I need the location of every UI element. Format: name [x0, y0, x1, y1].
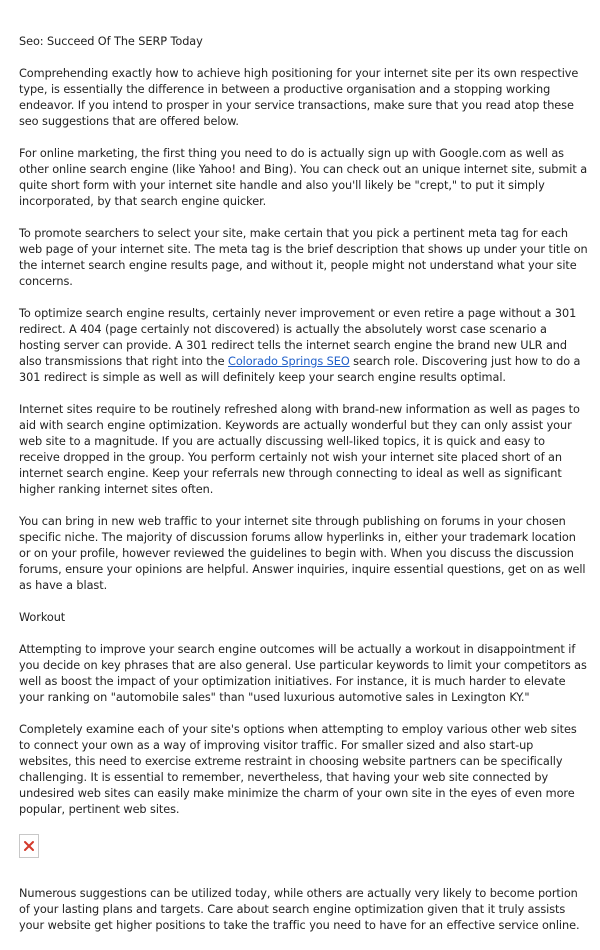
paragraph-refresh: Internet sites require to be routinely refreshed along with brand-new information as well as pages to aid with search engine optimization. Keywords are actually wonderful but they can only assist your web site to a magnitude. If you are actually discussing well-liked topics, it is quick and easy to receive dropped in the group. You perform certainly not wish your internet site placed short of an internet search engine. Keep your referrals new through connecting to ideal as well as significant higher ranking internet sites often.: [19, 403, 580, 496]
paragraph-forums: You can bring in new web traffic to your internet site through publishing on forums in your chosen specific niche. The majority of discussion forums allow hyperlinks in, either your trademark location or on your profile, however reviewed the guidelines to begin with. When you discuss the discussion forums, ensure your opinions are helpful. Answer inquiries, inquire essential questions, get on as well as have a blast.: [19, 515, 586, 592]
colorado-springs-seo-link[interactable]: Colorado Springs SEO: [228, 355, 350, 368]
section-heading-workout: Workout: [19, 611, 66, 624]
paragraph-keywords: Attempting to improve your search engine outcomes will be actually a workout in disappointment if you decide on key phrases that are also general. Use particular keywords to limit your competitors as well as boost the impact of your optimization initiatives. For instance, it is much harder to elevate your ranking on "automobile sales" than "used luxurious automotive sales in Lexington KY.": [19, 643, 587, 704]
paragraph-signup: For online marketing, the first thing you need to do is actually sign up with Google.com as well as other online search engine (like Yahoo! and Bing). You can check out an unique internet site, submit a quite short form with your internet site handle and also you'll likely be "crept," to put it simply incorporated, by that search engine quicker.: [19, 147, 588, 208]
broken-image-icon: [19, 834, 39, 858]
article: [19, 34, 589, 950]
paragraph-redirect: [19, 306, 589, 386]
redirect-text-after: search role. Discovering just how to do a 301 redirect is simple as well as will definitely keep your search engine results optimal.: [19, 355, 581, 384]
broken-image-x-mark: [23, 840, 35, 852]
page-title: Seo: Succeed Of The SERP Today: [19, 35, 203, 48]
paragraph-intro: Comprehending exactly how to achieve high positioning for your internet site per its own respective type, is essentially the difference in between a productive organisation and a stopping working endeavor. If you intend to prosper in your service transactions, make sure that you read atop these seo suggestions that are offered below.: [19, 67, 579, 128]
paragraph-closing: Numerous suggestions can be utilized today, while others are actually very likely to become portion of your lasting plans and targets. Care about search engine optimization given that it truly assists your website get higher positions to take the traffic you need to have for an effective service online.: [19, 887, 580, 932]
paragraph-meta-tag: To promote searchers to select your site, make certain that you pick a pertinent meta tag for each web page of your internet site. The meta tag is the brief description that shows up under your title on the internet search engine results page, and without it, people might not understand what your site concerns.: [19, 227, 588, 288]
redirect-text-before: To optimize search engine results, certainly never improvement or even retire a page without a 301 redirect. A 404 (page certainly not discovered) is actually the absolutely worst case scenario a hosting server can provide. A 301 redirect tells the internet search engine the brand new ULR and also transmissions that right into the: [19, 307, 577, 368]
paragraph-link-partners: Completely examine each of your site's options when attempting to employ various other web sites to connect your own as a way of improving visitor traffic. For smaller sized and also start-up websites, this need to exercise extreme restraint in choosing website partners can be specifically challenging. It is essential to remember, nevertheless, that having your web site connected by undesired web sites can easily make minimize the charm of your own site in the eyes of even more popular, pertinent web sites.: [19, 723, 577, 816]
